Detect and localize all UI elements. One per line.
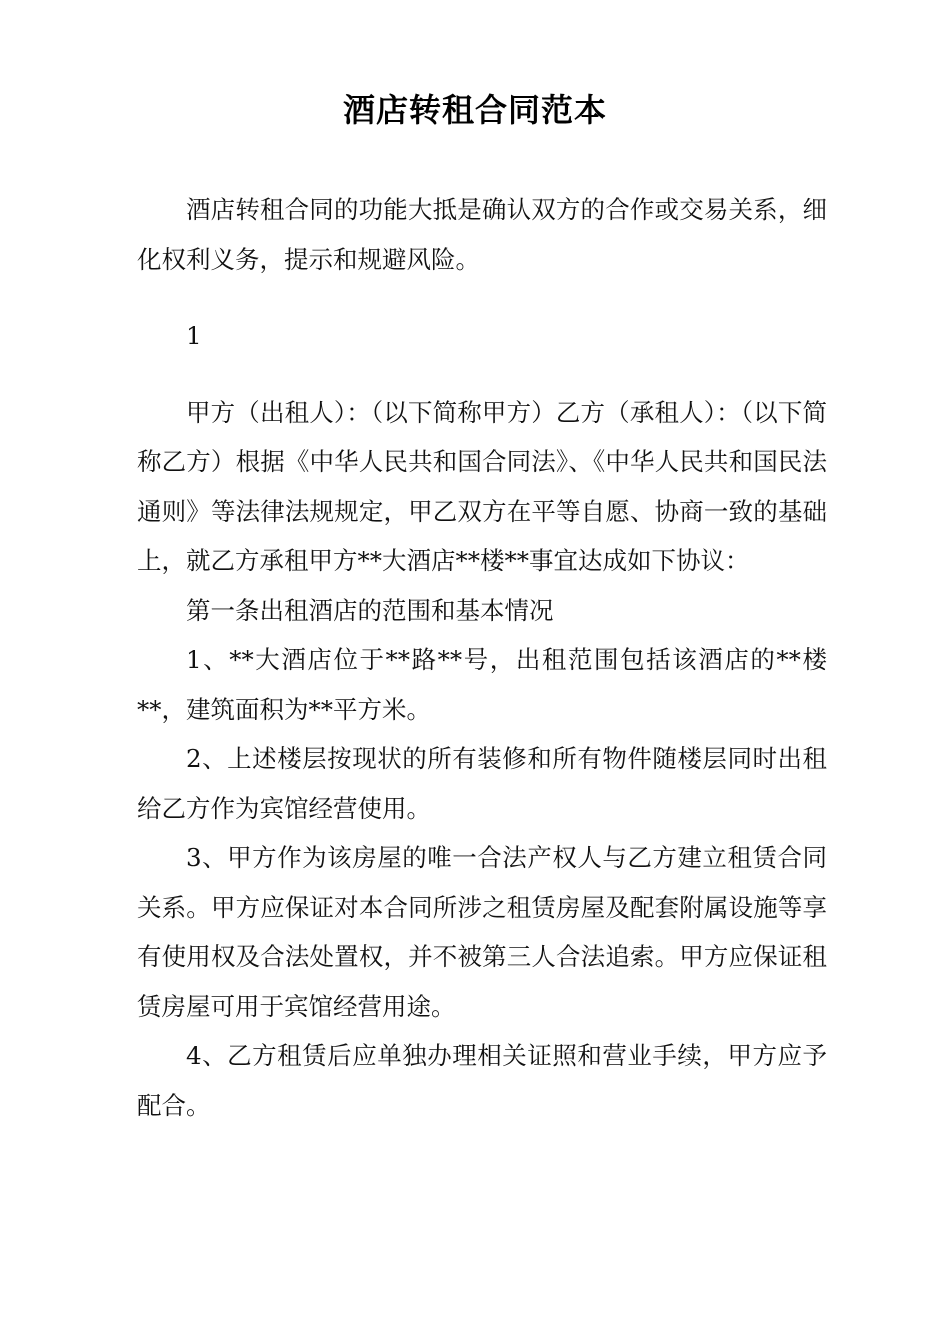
paragraph-clause-4: 4、乙方租赁后应单独办理相关证照和营业手续，甲方应予配合。 — [137, 1041, 827, 1120]
paragraph-clause-1: 1、**大酒店位于**路**号，出租范围包括该酒店的**楼**，建筑面积为**平方米。 — [137, 645, 827, 724]
document-body — [137, 185, 827, 1130]
document-title: 酒店转租合同范本 — [342, 91, 607, 129]
section-number: 1 — [186, 321, 202, 350]
paragraph-parties: 甲方（出租人）：（以下简称甲方）乙方（承租人）：（以下简称乙方）根据《中华人民共和国合同法》、《中华人民共和国民法通则》等法律法规规定，甲乙双方在平等自愿、协商一致的基础上，就乙方承租甲方**大酒店**楼**事宜达成如下协议： — [137, 397, 827, 575]
intro-paragraph: 酒店转租合同的功能大抵是确认双方的合作或交易关系，细化权利义务，提示和规避风险。 — [137, 195, 827, 274]
paragraph-article-one-heading: 第一条出租酒店的范围和基本情况 — [186, 595, 554, 625]
paragraph-clause-3: 3、甲方作为该房屋的唯一合法产权人与乙方建立租赁合同关系。甲方应保证对本合同所涉之租赁房屋及配套附属设施等享有使用权及合法处置权，并不被第三人合法追索。甲方应保证租赁房屋可用于宾馆经营用途。 — [137, 843, 827, 1021]
paragraph-clause-2: 2、上述楼层按现状的所有装修和所有物件随楼层同时出租给乙方作为宾馆经营使用。 — [137, 744, 827, 823]
